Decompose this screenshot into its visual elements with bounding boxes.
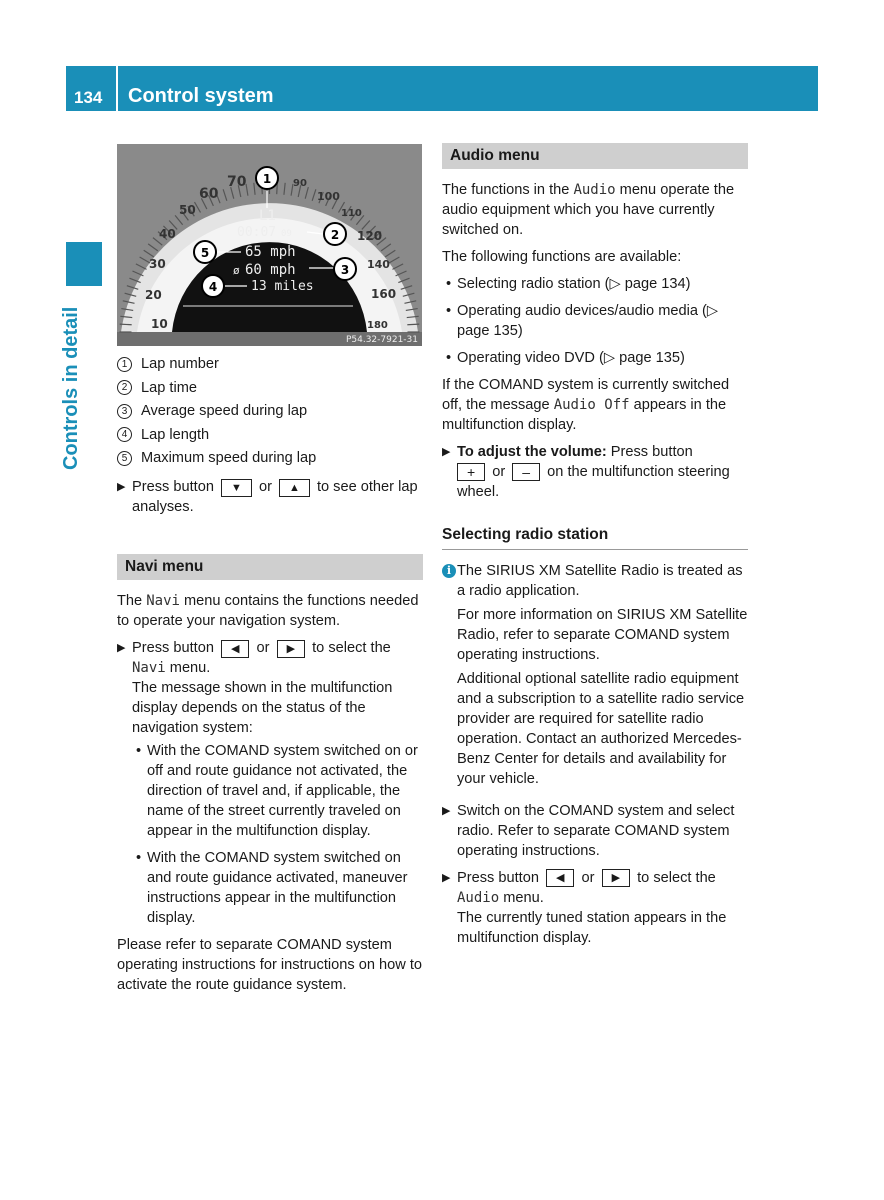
navi-intro: The Navi menu contains the functions needed to operate your navigation system. [117, 593, 419, 630]
navi-step: ▶ Press button ◀ or ▶ to select the Navi menu. The message shown in the multifunction display depends on the status of the navigation system: • With the COMAND system switched on or off and route guidance not activated, the direction of travel and, if applicable, the name of the street currently traveled on appear in the multifunction display. • With the COMAND system switched on and route guidance activated, maneuver instructions appear in the multifunction display. [117, 638, 423, 928]
callout-2: 2 [330, 228, 340, 242]
callout-3: 3 [340, 263, 350, 277]
display-max-speed: 65 mph [245, 244, 296, 260]
audio-off-note: If the COMAND system is currently switched off, the message Audio Off appears in the multifunction display. [442, 377, 730, 433]
legend-number: 1 [117, 357, 132, 372]
right-column [442, 143, 748, 955]
legend-number: 2 [117, 380, 132, 395]
left-button-symbol: ◀ [221, 640, 249, 658]
display-length: 13 miles [251, 279, 314, 294]
display-avg-prefix: ø [233, 264, 240, 277]
scale-label: 100 [317, 190, 340, 203]
arrow-icon: ▶ [117, 642, 126, 655]
scale-label: 50 [179, 203, 196, 217]
radio-step: ▶ Switch on the COMAND system and select radio. Refer to separate COMAND system operating instructions. [442, 803, 735, 859]
audio-bullet: • Operating video DVD (▷ page 135) [446, 350, 685, 366]
radio-step: ▶ Press button ◀ or ▶ to select the Audio menu. The currently tuned station appears in the multifunction display. [442, 868, 748, 948]
legend-label: Maximum speed during lap [141, 450, 317, 467]
callout-1: 1 [262, 172, 272, 186]
figure-legend [117, 354, 423, 468]
scale-label: 60 [199, 186, 219, 202]
legend-number: 5 [117, 451, 132, 466]
scale-label: 40 [159, 227, 176, 241]
display-time-sub: 09 [281, 229, 292, 239]
info-paragraph: Additional optional satellite radio equipment and a subscription to a satellite radio service provider are required for satellite radio operation. Contact an authorized Mercedes-Benz Center for details and availability for your vehicle. [457, 671, 745, 787]
page-header [66, 66, 818, 111]
info-icon: i [442, 564, 456, 578]
navi-bullet: • With the COMAND system switched on and route guidance activated, maneuver instructions appear in the multifunction display. [136, 850, 408, 927]
legend-number: 4 [117, 427, 132, 442]
scale-label: 70 [227, 174, 247, 190]
navi-step-description: The message shown in the multifunction display depends on the status of the navigation system: [132, 680, 393, 737]
audio-bullet: • Operating audio devices/audio media (▷ page 135) [446, 303, 719, 339]
audio-menu-heading: Audio menu [442, 143, 748, 169]
figure-code: P54.32-7921-31 [345, 335, 418, 345]
navi-bullet: • With the COMAND system switched on or off and route guidance not activated, the direction of travel and, if applicable, the name of the street currently traveled on appear in the multifunction display. [136, 743, 418, 840]
arrow-icon: ▶ [442, 805, 451, 817]
display-time: 00:07 [237, 225, 277, 240]
arrow-icon: ▶ [442, 446, 451, 458]
scale-label: 120 [357, 229, 383, 243]
audio-bullet: • Selecting radio station (▷ page 134) [446, 276, 691, 292]
left-button-symbol: ◀ [546, 869, 574, 887]
right-button-symbol: ▶ [602, 869, 630, 887]
instruction-text: to see other lap analyses. [132, 479, 418, 516]
instruction-text: or [258, 479, 272, 496]
radio-step-description: The currently tuned station appears in the multifunction display. [457, 910, 727, 946]
scale-label: 140 [367, 258, 390, 271]
instrument-cluster-figure [117, 144, 422, 346]
right-button-symbol: ▶ [277, 640, 305, 658]
legend-item [117, 425, 423, 445]
scale-label: 110 [341, 208, 362, 219]
legend-label: Lap length [141, 426, 210, 443]
callout-4: 4 [208, 280, 218, 294]
minus-button-symbol: – [512, 463, 540, 481]
lap-instruction [117, 477, 423, 517]
volume-instruction: ▶ To adjust the volume: Press button + or – on the multifunction steering wheel. [442, 444, 730, 500]
instruction-text: Press button [132, 479, 214, 496]
legend-number: 3 [117, 404, 132, 419]
down-button-symbol: ▼ [221, 479, 252, 497]
navi-closing: Please refer to separate COMAND system operating instructions for instructions on how to activate the route guidance system. [117, 937, 423, 994]
left-column [117, 354, 423, 1002]
legend-label: Average speed during lap [141, 403, 308, 420]
legend-label: Lap number [141, 356, 219, 372]
audio-intro: The functions in the Audio menu operate the audio equipment which you have currently switched on. [442, 182, 735, 238]
scale-label: 30 [149, 257, 166, 271]
display-lap: L1 [259, 208, 276, 224]
arrow-icon: ▶ [117, 481, 126, 494]
info-paragraph: For more information on SIRIUS XM Satellite Radio, refer to separate COMAND system operating instructions. [457, 607, 748, 663]
plus-button-symbol: + [457, 463, 485, 481]
scale-label: 180 [367, 320, 388, 331]
arrow-icon: ▶ [442, 872, 451, 884]
legend-item [117, 401, 423, 421]
scale-label: 20 [145, 288, 162, 302]
speedometer-illustration [117, 144, 422, 346]
legend-item [117, 448, 423, 468]
display-avg-speed: 60 mph [245, 262, 296, 278]
page-number: 134 [74, 88, 103, 107]
scale-label: 90 [293, 178, 307, 189]
scale-tick [407, 324, 419, 325]
scale-label: 10 [151, 317, 168, 331]
legend-item [117, 378, 423, 398]
navi-menu-heading: Navi menu [117, 554, 423, 580]
header-divider [116, 66, 118, 111]
legend-label: Lap time [141, 379, 197, 396]
radio-section-heading: Selecting radio station [442, 525, 748, 550]
info-paragraph: The SIRIUS XM Satellite Radio is treated as a radio application. [457, 563, 743, 599]
up-button-symbol: ▲ [279, 479, 310, 497]
page-title: Control system [128, 85, 274, 107]
info-block [442, 561, 748, 789]
scale-tick [120, 324, 132, 325]
audio-available: The following functions are available: [442, 249, 682, 265]
side-tab-label: Controls in detail [60, 306, 82, 470]
callout-5: 5 [200, 246, 210, 260]
legend-item [117, 354, 423, 374]
scale-label: 160 [371, 287, 397, 301]
